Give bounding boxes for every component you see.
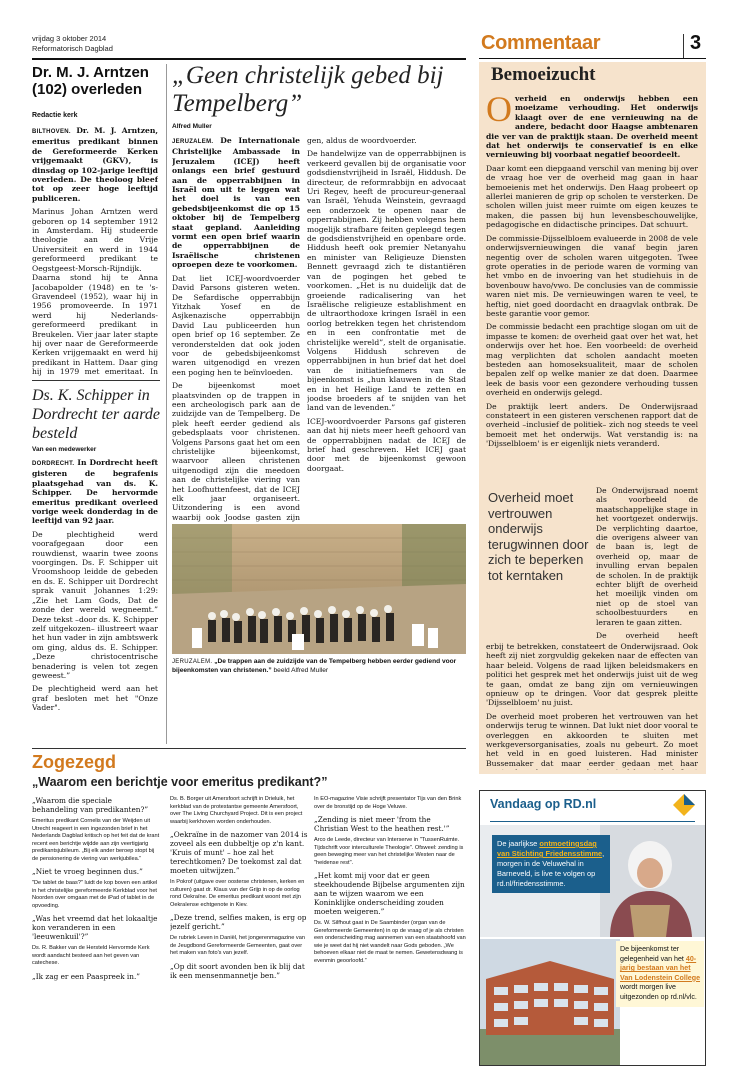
photo-caption — [172, 658, 466, 675]
zogezegd-col2 — [170, 796, 308, 1064]
quote-source: In EO-magazine Visie schrijft presentator Tijs van den Brink over de bronstijd op de Hoge Veluwe. — [314, 796, 462, 810]
quote-source: In Pokrof (uitgave over oosterse christenen, kerken en culturen) gaat dr. Klaus van der Grijp in op de oorlog rond Oekraïne. De emeritus predikant woont met zijn Oekraïense echtgenote in Kiev. — [170, 879, 305, 908]
schipper-kicker: DORDRECHT. — [32, 461, 75, 467]
quote-source: De rubriek Leven in Daniël, het jongerenmagazine van de Jeugdbond Gereformeerde Gemeenten, gaat over het maken van foto's van jezelf. — [170, 935, 305, 956]
top-rule — [32, 58, 466, 60]
quote-line: „Het komt mij voor dat er geen steekhoudende Bijbelse argumenten zijn aan te wijzen waarom we een Koninklijke onderscheiding zouden moeten weigeren.” — [314, 871, 465, 916]
commentaar-headline: Bemoeizucht — [491, 64, 596, 85]
caption-text: „De trappen aan de zuidzijde van de Tempelberg hebben eerder gediend voor bijeenkomsten van christenen.” — [172, 658, 457, 674]
quote-source: "De tablet de baas?" luidt de kop boven een artikel in het christelijke gereformeerde Kerkblad voor het Noorden over omgaan met de iPad of tablet in de opvoeding. — [32, 880, 158, 909]
commentaar-paragraph: Daar komt een diepgaand verschil van mening bij over de vraag hoe ver de overheid mag gaan in haar bemoeienis met het onderwijs. Den Haag probeert op allerlei manieren de grip op scholen te versterken. De scholen willen juist meer ruimte om eigen keuzes te maken, die passen bij hun levensbeschouwelijke, pedagogische en didactische principes. Dat schuurt. — [486, 163, 698, 230]
tempelberg-paragraph: ICEJ-woordvoerder Parsons gaf gisteren aan dat hij niets meer heeft gehoord van de opperrabbijnen nadat de ICEJ de brief had geschreven. Het ICEJ gaat door met de bijeenkomst gewoon doorgaat. — [307, 416, 466, 473]
column-rule — [166, 64, 167, 744]
quote-line: „Niet te vroeg beginnen dus.” — [32, 867, 143, 876]
arntzen-headline: Dr. M. J. Arntzen (102) overleden — [32, 64, 149, 98]
page-number: 3 — [690, 32, 702, 54]
commentaar-paragraph: De commissie bedacht een prachtige slogan om uit de impasse te komen: de overheid gaat over het wat, het onderwijs over het hoe. Een voorbeeld: de overheid mag verplichten dat scholen aandacht moeten besteden aan homoseksualiteit, maar de scholen bepalen zelf op welke manier ze dat doen. Daarmee leek de basis voor een gezondere verhouding tussen overheid en onderwijs gelegd. — [486, 322, 698, 398]
commentaar-body-right — [596, 486, 698, 640]
promo-text: wordt morgen live uitgezonden op rd.nl/vlc. — [620, 983, 697, 1001]
promo-link[interactable]: ontmoetingsdag van Stichting Friedensstimme — [497, 839, 603, 858]
commentaar-paragraph: De praktijk leert anders. De Onderwijsraad constateert in een gisteren verschenen rapport dat de overheid –inclusief de politiek– zich nog steeds te veel bemoeit met het onderwijs. Wat verstandig is: na 'Dijsselbloem' is er eigenlijk niets veranderd. — [486, 401, 698, 449]
tempelberg-lead: De Internationale Christelijke Ambassade in Jeruzalem (ICEJ) heeft onlangs een brief gestuurd aan de opperrabbijnen in Israël om uit te leggen wat het doel is van een gebedsbijeenkomst die op 15 oktober bij de Tempelberg staat gepland. Aanleiding vormt een open brief waarin de opperrabbijnen de Israëlische christenen oproepen deze te voorkomen. — [172, 136, 300, 270]
section-divider — [683, 34, 684, 58]
commentaar-body-bottom — [486, 642, 698, 770]
schipper-body — [32, 458, 158, 744]
caption-credit: beeld Alfred Muller — [273, 666, 329, 674]
arntzen-paragraph: Marinus Johan Arntzen werd geboren op 14 september 1912 in Amsterdam. Hij studeerde theologie aan de Vrije Universiteit en werd in 1944 gereformeerd predikant te Oegstgeest-Morsch-Rijndijk. Daarna stond hij te Anna Jacobapolder (1948) en te 's-Gravendeel (1952), waar hij in 1956 promoveerde. In 1971 werd hij Nederlands-gereformeerd predikant in Breukelen. Vier jaar later stapte hij over naar de Gereformeerde Kerken vrijgemaakt en werd hij predikant in Hattem. Daar ging hij in 1979 met emeritaat. In — [32, 207, 158, 376]
tempelberg-col1 — [172, 136, 300, 522]
zogezegd-headline: „Waarom een berichtje voor emeritus predikant?” — [32, 775, 328, 789]
quote-line: „Oekraïne in de nazomer van 2014 is zoveel als een dubbeltje op z'n kant. 'Kruis of munt' – hoe zal het terechtkomen? De toekomst zal dat moeten uitwijzen.” — [170, 830, 308, 875]
promo-text: De jaarlijkse — [497, 839, 540, 848]
arntzen-lead: Dr. M. J. Arntzen, emeritus predikant binnen de Gereformeerde Kerken vrijgemaakt (GKV), is dinsdag op 102-jarige leeftijd overleden. De theoloog bleef tot op zeer hoge leeftijd publiceren. — [32, 126, 158, 203]
zogezegd-label: Zogezegd — [32, 752, 116, 772]
quote-source: Ds. W. Silfhout gaat in De Saambinder (organ van de Gereformeerde Gemeenten) in op de vraag of je als christen een onderscheiding mag aannemen van een staatshoofd van wie je weet dat hij niet wandelt naar Gods geboden. „We behoeven elkaar niet de maat te nemen. Gewetensdwang is evenmin geoorloofd.” — [314, 920, 466, 964]
divider — [32, 748, 466, 749]
pull-quote: Overheid moet vertrouwen onderwijs terugwinnen door zich te beperken tot kerntaken — [488, 490, 589, 583]
arntzen-kicker: BILTHOVEN. — [32, 129, 71, 135]
commentaar-paragraph: De commissie-Dijsselbloem evalueerde in 2008 de vele onderwijsvernieuwingen die vanaf begin jaren negentig over de scholen waren uitgegoten. Twee grote operaties in de periode waren de vorming van het vmbo en de invoering van het studiehuis in de bovenbouw havo/vwo. De conclusies van de commissie waren niet mis. De vernieuwingen waren te veel, te heftig, niet goed doordacht en draagvlak ontbrak. De beste garantie voor gemor. — [486, 233, 698, 318]
issue-date: vrijdag 3 oktober 2014 Reformatorisch Dagblad — [32, 34, 113, 53]
rd-box-title: Vandaag op RD.nl — [490, 797, 597, 811]
commentaar-paragraph: De overheid heeft — [596, 631, 698, 640]
quote-source: Ds. B. Borger uit Amersfoort schrijft in Drieluik, het kerkblad van de protestantse gemeente Amersfoort, over The Living Churchyard Project. Dit is een project waarbij kerkhoven worden onderhouden. — [170, 796, 303, 825]
section-title: Commentaar — [481, 32, 601, 54]
schipper-lead: In Dordrecht heeft gisteren de begrafenis plaatsgehad van ds. K. Schipper. De hervormde emeritus predikant overleed vorige week donderdag in de leeftijd van 92 jaar. — [32, 458, 158, 526]
rd-box — [479, 790, 706, 1066]
commentaar-intro: verheid en onderwijs hebben een moeizame verhouding. Het onderwijs klaagt over de ene vernieuwing na de andere, bedacht door Haagse ambtenaren die ver van de praktijk staan. De overheid meent dat het onderwijs te conservatief is en elke vernieuwing bij voorbaat negatief beoordeelt. — [486, 94, 698, 160]
commentaar-rule — [479, 58, 706, 59]
promo-friedensstimme[interactable] — [492, 835, 610, 893]
quote-line: „Zending is niet meer 'from the Christian West to the heathen rest.'” — [314, 815, 450, 833]
quote-source: Arco de Leede, directeur van Interserve in "TussenRuimte. Tijdschrift voor interculturele Theologie". Ofsweel: zending is geen beweging meer van het christelijke Westen naar de "heidense rest". — [314, 837, 464, 866]
divider — [32, 380, 160, 381]
caption-kicker: JERUZALEM. — [172, 659, 213, 665]
quote-line: „Was het vreemd dat het lokaaltje kon veranderen in een 'leeuwenkuil'?” — [32, 914, 158, 941]
commentaar-paragraph: De overheid moet proberen het vertrouwen van het onderwijs terug te winnen. Dat lukt niet door vooral te overleggen en akkoorden te sluiten met werkgeversorganisaties, zoals nu gebeurt. Zo moet het veld in en goed luisteren. Had minister Bussemaker dat maar eerder gedaan met haar — [486, 711, 698, 768]
schipper-paragraph: De plechtigheid werd aan het graf besloten met het "Onze Vader". — [32, 684, 158, 713]
quote-line: „Ik zag er een Paaspreek in.” — [32, 971, 141, 981]
commentaar-body-top — [486, 94, 698, 484]
rd-title-rule — [490, 821, 695, 822]
zogezegd-col3 — [314, 796, 466, 1064]
schipper-headline: Ds. K. Schipper in Dordrecht ter aarde besteld — [32, 387, 160, 442]
promo-link[interactable]: 40-jarig bestaan van het Van Lodenstein College — [620, 954, 701, 982]
promo-vlc[interactable] — [616, 941, 704, 1007]
quote-line: „Op dit soort avonden ben ik blij dat ik een mensenmannetje ben.” — [170, 961, 305, 980]
promo-text: , morgen in de Veluwehal in Barneveld, is live te volgen op rd.nl/friedensstimme. — [497, 849, 605, 888]
tempelberg-byline: Alfred Muller — [172, 123, 212, 130]
promo-text: De bijeenkomst ter gelegenheid van het — [620, 945, 686, 963]
temple-mount-photo — [172, 524, 466, 654]
rd-logo-icon — [672, 793, 696, 817]
zogezegd-col1 — [32, 796, 160, 1064]
tempelberg-paragraph: gen, aldus de woordvoerder. — [307, 136, 417, 145]
tempelberg-headline: „Geen christelijk gebed bij Tempelberg” — [172, 62, 444, 117]
arntzen-body — [32, 126, 158, 376]
tempelberg-col2 — [307, 136, 466, 522]
quote-source: Emeritus predikant Cornelis van der Weijden uit Utrecht reageert in een ingezonden brief in het Nederlands Dagblad kritisch op het feit dat de krant recent een berichtje wijdde aan zijn veertigjarig predikantsjubileum. „Bij elk ander beroep stopt bij de pensionering de viering van werkjubilea.” — [32, 818, 160, 862]
school-photo — [480, 939, 620, 1065]
drop-cap: O — [486, 94, 512, 129]
tempelberg-paragraph: Dat liet ICEJ-woordvoerder David Parsons gisteren weten. De Sefardische opperrabbijn Yitzhak Yosef en de Asjkenazische opperrabbijn David Lau publiceerden hun open brief op 16 september. Ze veronderstelden dat ook joden voor de gebedsbijeenkomst waren uitgenodigd en vrezen een poging hen te beïnvloeden. — [172, 273, 300, 377]
arntzen-byline: Redactie kerk — [32, 112, 78, 119]
quote-line: „Waarom die speciale behandeling van predikanten?” — [32, 796, 149, 814]
commentaar-paragraph: erbij te betrekken, constateert de Onderwijsraad. Ook heeft zij niet zorgvuldig gekeken naar de effecten van haar beleid. Volgens de raad lijken beleidsmakers en politici het gesprek met het onderwijs juist uit de weg te gaan, omdat ze bang zijn om vernieuwingen opnieuw op te dringen. Voor dat gesprek pleitte 'Dijsselbloem' nu juist. — [486, 642, 698, 708]
commentaar-paragraph: De Onderwijsraad noemt als voorbeeld de maatschappelijke stage in het voortgezet onderwijs. De verplichting daartoe, die overigens alweer van de baan is, legt de overheid op, maar de invulling ervan bepalen de scholen. In de praktijk echter blijft de overheid het moeilijk vinden om niet op de stoel van schoolbestuurders en leraren te gaan zitten. — [596, 486, 698, 627]
tempelberg-paragraph: De handelwijze van de opperrabbijnen is verkeerd gevallen bij de organisatie voor godsdienstvrijheid in Israël, Hiddush. De directeur, de reformrabbijn en advocaat Uri Regev, heeft de procureur-generaal van Israël, Yehuda Weinstein, gevraagd een onderzoek te openen naar de opperrabbijnen. Zij hebben volgens hem mogelijk strafbare feiten gepleegd tegen de godsdienstvrijheid en openbare orde. Hiddush heeft ook premier Netanyahu en minister van Religieuze Diensten Bennett gevraagd zich te distantiëren van de pogingen het gebed te voorkomen. „Het is nu duidelijk dat de groeiende radicalisering van het Israëlische religieuze establishment en de ultraorthodoxe kringen Israël in een oorlog betrekken tegen het christendom en in een confrontatie met de christelijke wereld”, stelt de organisatie. Volgens Hiddush schreven de opperrabbijnen in hun brief dat het doel van de initiatiefnemers van de bijeenkomst is „hun klauwen in de Stad en in het Heilige Land te zetten en joodse broeders af te snijden van het land van de levenden.” — [307, 149, 466, 413]
schipper-byline: Van een medewerker — [32, 446, 97, 453]
tempelberg-kicker: JERUZALEM. — [172, 139, 214, 145]
quote-line: „Deze trend, selfies maken, is erg op jezelf gericht.” — [170, 913, 307, 931]
quote-source: Ds. R. Bakker van de Hersteld Hervormde Kerk wordt aandacht besteed aan het geven van catechese. — [32, 945, 150, 966]
schipper-paragraph: De plechtigheid werd voorafgegaan door een rouwdienst, waarin twee zoons voorgingen. Ds. F. Schipper uit Vroomshoop leidde de gebeden en ds. E. Schipper uit Dordrecht sprak vanuit Johannes 1:29: „Zie het Lam Gods, Dat de zonde der wereld wegneemt.” Deze tekst –door ds. K. Schipper zelf uitgekozen– illustreert waar het hun vader in zijn ambtswerk om ging, aldus ds. E. Schipper. „Deze christocentrische benadering is velen tot zegen geweest.” — [32, 529, 158, 680]
tempelberg-paragraph: De bijeenkomst moet plaatsvinden op de trappen in een archeologisch park aan de zuidzijde van de Tempelberg. De plek heeft eerder gediend als gebedsplaats voor christenen. Volgens Parsons gaat het om een christelijke bijeenkomst, waarvoor alleen christenen uitgenodigd zijn die meedoen aan de christelijke viering van het Loofhuttenfeest, dat de ICEJ elk jaar organiseert. Uitzondering is een avond waarbij ook Joodse gasten zijn — [172, 381, 300, 522]
